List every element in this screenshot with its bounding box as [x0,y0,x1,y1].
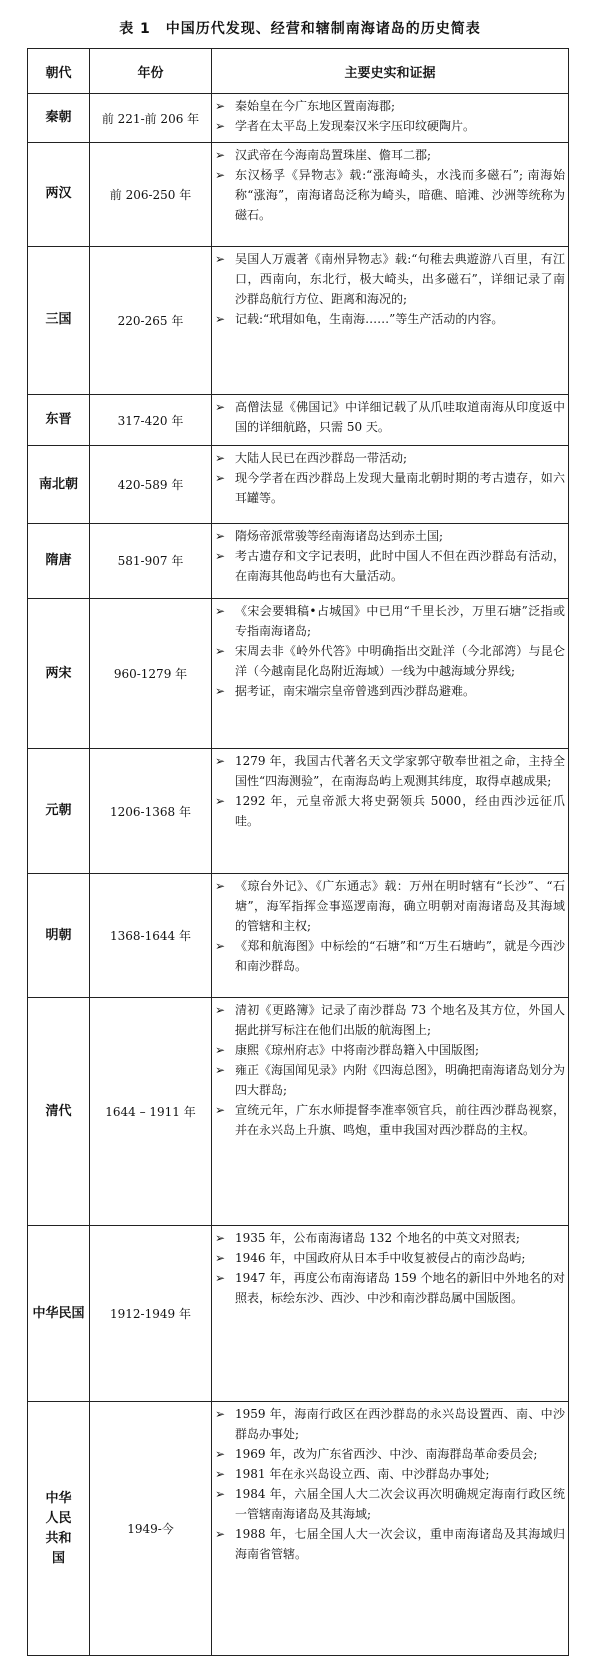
fact-item [215,1040,565,1060]
table-row [28,394,569,446]
arrow-bullet-icon: ➢ [215,148,226,163]
fact-item [215,791,565,831]
fact-text: 1947 年，再度公布南海诸岛 159 个地名的新旧中外地名的对照表，标绘东沙、西沙、中沙和南沙群岛属中国版图。 [235,1271,565,1306]
fact-text: 隋炀帝派常骏等经南海诸岛达到赤土国; [235,528,444,543]
arrow-bullet-icon: ➢ [215,168,226,183]
fact-text: 1279 年，我国古代著名天文学家郭守敬奉世祖之命，主持全国性“四海测验”，在南海岛屿上观测其纬度，取得卓越成果; [235,754,565,789]
facts-cell [212,998,569,1226]
facts-cell [212,446,569,523]
dynasty-name: 东晋 [45,412,72,428]
dynasty-name: 元朝 [45,803,72,819]
fact-text: 考古遗存和文字记表明，此时中国人不但在西沙群岛有活动，在南海其他岛屿也有大量活动。 [235,548,565,583]
fact-item [215,1100,565,1140]
arrow-bullet-icon: ➢ [215,1407,226,1422]
dynasty-cell [28,523,90,598]
table-row [28,873,569,998]
arrow-bullet-icon: ➢ [215,1271,226,1286]
header-facts: 主要史实和证据 [212,49,569,94]
years-cell: 581-907 年 [90,523,212,598]
fact-text: 1959 年，海南行政区在西沙群岛的永兴岛设置西、南、中沙群岛办事处; [235,1407,565,1442]
arrow-bullet-icon: ➢ [215,1043,226,1058]
fact-item [215,1248,565,1268]
fact-item [215,145,565,165]
table-title: 表 1 中国历代发现、经营和辖制南海诸岛的历史简表 [119,21,481,37]
arrow-bullet-icon: ➢ [215,399,226,414]
facts-cell [212,1226,569,1402]
dynasty-cell [28,1226,90,1402]
dynasty-name: 两汉 [45,186,72,202]
years-cell: 420-589 年 [90,446,212,523]
fact-item [215,116,565,136]
years-cell: 220-265 年 [90,246,212,394]
header-row [28,49,569,94]
fact-item [215,936,565,976]
arrow-bullet-icon: ➢ [215,451,226,466]
fact-text: 1946 年，中国政府从日本手中收复被侵占的南沙岛屿; [235,1251,526,1266]
fact-text: 东汉杨孚《异物志》载:“涨海崎头，水浅而多磁石”; 南海始称“涨海”，南海诸岛泛称为崎头，暗礁、暗滩、沙洲等统称为磁石。 [235,168,565,223]
fact-item [215,1268,565,1308]
fact-item [215,681,565,701]
table-row [28,998,569,1226]
arrow-bullet-icon: ➢ [215,1527,226,1542]
table-row [28,94,569,143]
years-cell: 前 221-前 206 年 [90,94,212,143]
dynasty-cell [28,246,90,394]
arrow-bullet-icon: ➢ [215,643,226,658]
fact-text: 宋周去非《岭外代答》中明确指出交趾洋（今北部湾）与昆仑洋（今越南昆化岛附近海域）一线为中越海域分界线; [235,643,565,678]
fact-item [215,249,565,309]
facts-cell [212,523,569,598]
arrow-bullet-icon: ➢ [215,528,226,543]
facts-cell [212,94,569,143]
years-cell: 960-1279 年 [90,598,212,748]
fact-text: 1292 年，元皇帝派大将史弼领兵 5000，经由西沙远征爪哇。 [235,794,565,829]
fact-text: 现今学者在西沙群岛上发现大量南北朝时期的考古遗存，如六耳罐等。 [235,471,565,506]
header-dynasty: 朝代 [28,49,90,94]
fact-text: 《郑和航海图》中标绘的“石塘”和“万生石塘屿”，就是今西沙和南沙群岛。 [235,938,565,973]
fact-item [215,546,565,586]
table-row [28,246,569,394]
arrow-bullet-icon: ➢ [215,119,226,133]
fact-text: 1984 年，六届全国人大二次会议再次明确规定海南行政区统一管辖南海诸岛及其海域; [235,1487,565,1522]
fact-text: 高僧法显《佛国记》中详细记载了从爪哇取道南海从印度返中国的详细航路，只需 50 天。 [235,399,565,434]
dynasty-cell [28,94,90,143]
dynasty-cell [28,1402,90,1656]
table-row [28,598,569,748]
dynasty-name: 明朝 [45,927,72,943]
fact-text: 《琼台外记》、《广东通志》载：万州在明时辖有“长沙”、“石塘”，海军指挥佥事巡逻南海，确立明朝对南海诸岛及其海域的管辖和主权; [235,878,565,933]
arrow-bullet-icon: ➢ [215,938,226,953]
fact-item [215,468,565,508]
fact-item [215,1444,565,1464]
arrow-bullet-icon: ➢ [215,1487,226,1502]
dynasty-name: 三国 [45,312,72,328]
fact-text: 雍正《海国闻见录》内附《四海总图》，明确把南海诸岛划分为四大群岛; [235,1063,566,1098]
fact-item [215,96,565,116]
arrow-bullet-icon: ➢ [215,683,226,698]
arrow-bullet-icon: ➢ [215,311,226,326]
fact-text: 吴国人万震著《南州异物志》载:“句稚去典遊游八百里，有江口，西南向，东北行，极大崎头，出多磁石”，详细记录了南沙群岛航行方位、距离和海况的; [235,251,565,306]
table-row [28,143,569,246]
fact-text: 清初《更路簿》记录了南沙群岛 73 个地名及其方位，外国人据此拼写标注在他们出版的航海图上; [235,1003,565,1038]
dynasty-name: 两宋 [45,665,72,681]
years-cell: 1912-1949 年 [90,1226,212,1402]
fact-text: 1935 年，公布南海诸岛 132 个地名的中英文对照表; [235,1231,520,1246]
fact-item [215,165,565,225]
arrow-bullet-icon: ➢ [215,1251,226,1266]
arrow-bullet-icon: ➢ [215,1063,226,1078]
fact-text: 《宋会要辑稿•占城国》中已用“千里长沙，万里石塘”泛指或专指南海诸岛; [235,603,565,638]
years-cell: 1206-1368 年 [90,749,212,874]
dynasty-name: 中华人民共和国 [45,1490,72,1566]
years-cell: 1368-1644 年 [90,873,212,998]
table-body [28,94,569,1656]
header-years: 年份 [90,49,212,94]
table-row [28,523,569,598]
facts-cell [212,873,569,998]
facts-cell [212,394,569,446]
fact-text: 1988 年，七届全国人大一次会议，重申南海诸岛及其海域归海南省管辖。 [235,1527,565,1562]
facts-cell [212,246,569,394]
dynasty-name: 秦朝 [45,110,72,126]
fact-text: 记载:“玳瑁如龟，生南海……”等生产活动的内容。 [235,311,504,326]
fact-item [215,448,565,468]
fact-item [215,1524,565,1564]
history-table [27,48,569,1656]
dynasty-name: 隋唐 [45,552,72,568]
dynasty-cell [28,998,90,1226]
facts-cell [212,143,569,246]
arrow-bullet-icon: ➢ [215,603,226,618]
years-cell: 前 206-250 年 [90,143,212,246]
fact-text: 大陆人民已在西沙群岛一带活动; [235,451,408,466]
years-cell: 317-420 年 [90,394,212,446]
fact-item [215,876,565,936]
fact-item [215,641,565,681]
dynasty-cell [28,143,90,246]
fact-item [215,526,565,546]
years-cell: 1949-今 [90,1402,212,1656]
fact-text: 据考证，南宋端宗皇帝曾逃到西沙群岛避难。 [235,683,476,698]
dynasty-cell [28,873,90,998]
dynasty-name: 南北朝 [38,476,78,492]
table-row [28,749,569,874]
table-row [28,446,569,523]
fact-item [215,1000,565,1040]
fact-text: 1969 年，改为广东省西沙、中沙、南海群岛革命委员会; [235,1447,538,1462]
facts-cell [212,749,569,874]
table-row [28,1226,569,1402]
dynasty-cell [28,598,90,748]
fact-item [215,1484,565,1524]
arrow-bullet-icon: ➢ [215,471,226,486]
table-row [28,1402,569,1656]
facts-cell [212,598,569,748]
fact-item [215,309,565,329]
dynasty-name: 清代 [45,1103,72,1119]
fact-item [215,397,565,437]
arrow-bullet-icon: ➢ [215,1467,226,1482]
fact-text: 汉武帝在今海南岛置珠崖、儋耳二郡; [235,148,432,163]
arrow-bullet-icon: ➢ [215,548,226,563]
fact-item [215,601,565,641]
arrow-bullet-icon: ➢ [215,754,226,769]
arrow-bullet-icon: ➢ [215,878,226,893]
fact-text: 1981 年在永兴岛设立西、南、中沙群岛办事处; [235,1467,490,1482]
fact-item [215,1228,565,1248]
fact-item [215,1404,565,1444]
fact-item [215,751,565,791]
fact-item [215,1464,565,1484]
arrow-bullet-icon: ➢ [215,1003,226,1018]
arrow-bullet-icon: ➢ [215,99,226,113]
fact-text: 学者在太平岛上发现秦汉米字压印纹硬陶片。 [235,119,476,133]
dynasty-name: 中华民国 [32,1305,85,1321]
facts-cell [212,1402,569,1656]
dynasty-cell [28,749,90,874]
dynasty-cell [28,394,90,446]
arrow-bullet-icon: ➢ [215,1103,226,1118]
fact-text: 秦始皇在今广东地区置南海郡; [235,99,396,113]
dynasty-cell [28,446,90,523]
fact-text: 康熙《琼州府志》中将南沙群岛籍入中国版图; [235,1043,480,1058]
arrow-bullet-icon: ➢ [215,1231,226,1246]
years-cell: 1644 – 1911 年 [90,998,212,1226]
fact-item [215,1060,565,1100]
arrow-bullet-icon: ➢ [215,1447,226,1462]
fact-text: 宣统元年，广东水师提督李准率领官兵，前往西沙群岛视察，并在永兴岛上升旗、鸣炮，重申我国对西沙群岛的主权。 [235,1103,565,1138]
arrow-bullet-icon: ➢ [215,251,226,266]
arrow-bullet-icon: ➢ [215,794,226,809]
